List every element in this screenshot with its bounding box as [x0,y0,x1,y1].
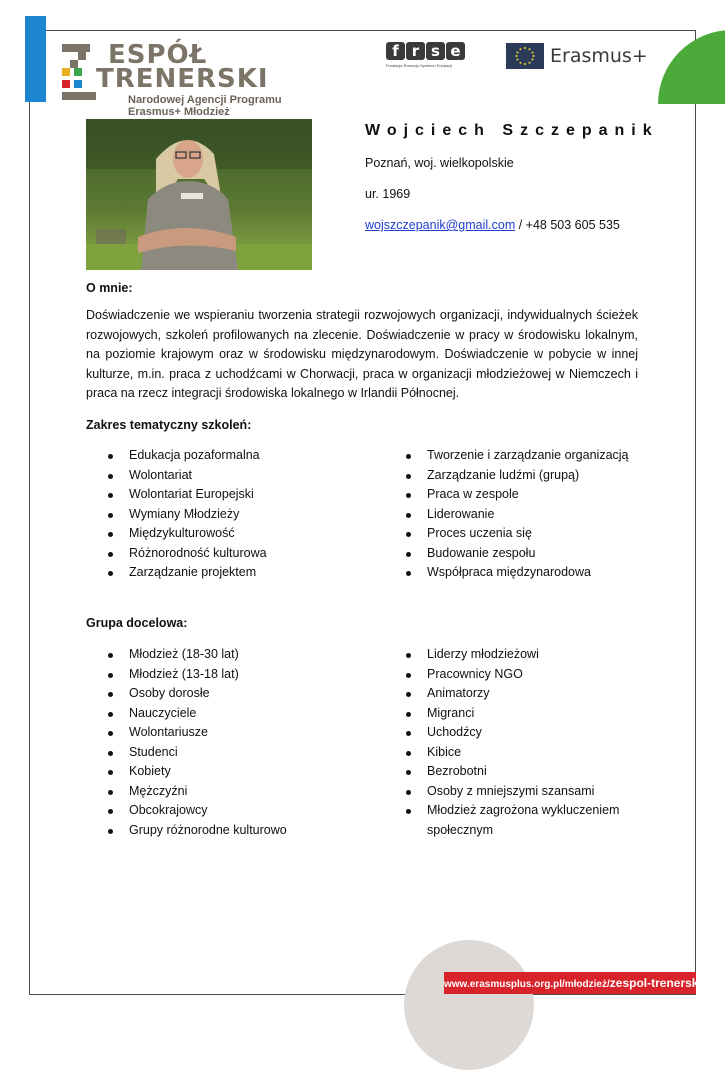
list-item: Nauczyciele [108,704,287,724]
list-item: Liderzy młodzieżowi [406,645,636,665]
frse-letter-r: r [406,42,425,60]
list-item: Zarządzanie projektem [108,563,267,583]
target-heading: Grupa docelowa: [86,616,188,630]
phone-number: / +48 503 605 535 [515,218,620,232]
list-item: Animatorzy [406,684,636,704]
list-item: Studenci [108,743,287,763]
grey-circle-decoration [404,940,534,1070]
list-item: Wolontariusze [108,723,287,743]
list-item: Budowanie zespołu [406,544,629,564]
profile-photo [86,119,312,270]
list-item: Wolontariat Europejski [108,485,267,505]
list-item: Migranci [406,704,636,724]
frse-letter-s: s [426,42,445,60]
list-item: Współpraca międzynarodowa [406,563,629,583]
list-item: Obcokrajowcy [108,801,287,821]
logo-subtitle-line1: Narodowej Agencji Programu [128,94,282,106]
list-item: Osoby dorosłe [108,684,287,704]
list-item: Uchodźcy [406,723,636,743]
topics-list-right [406,446,629,583]
logo-subtitle [128,94,282,118]
list-item: Kibice [406,743,636,763]
frse-caption: Fundacja Rozwoju Systemu Edukacji [386,63,452,68]
blue-accent-bar [25,16,46,102]
target-list-right [406,645,636,840]
list-item: Osoby z mniejszymi szansami [406,782,636,802]
list-item: Edukacja pozaformalna [108,446,267,466]
frse-logo [386,42,468,72]
list-item: Bezrobotni [406,762,636,782]
target-list-left [108,645,287,840]
topics-list-left [108,446,267,583]
list-item: Grupy różnorodne kulturowo [108,821,287,841]
list-item: Młodzież zagrożona wykluczeniem społecznym [406,801,627,840]
email-link[interactable]: wojszczepanik@gmail.com [365,218,516,232]
list-item: Różnorodność kulturowa [108,544,267,564]
list-item: Kobiety [108,762,287,782]
eu-flag-icon [506,43,544,69]
logo-subtitle-line2: Erasmus+ Młodzież [128,106,230,118]
list-item: Zarządzanie ludźmi (grupą) [406,466,629,486]
list-item: Wolontariat [108,466,267,486]
list-item: Młodzież (18-30 lat) [108,645,287,665]
list-item: Młodzież (13-18 lat) [108,665,287,685]
logo-word-espol: ESPÓŁ [108,40,208,70]
logo-word-trenerski: TRENERSKI [96,64,269,94]
contact-line [365,218,620,232]
topics-heading: Zakres tematyczny szkoleń: [86,418,252,432]
list-item: Praca w zespole [406,485,629,505]
frse-letter-f: f [386,42,405,60]
about-heading: O mnie: [86,281,133,295]
about-text: Doświadczenie we wspieraniu tworzenia strategii rozwojowych organizacji, indywidualnych ścieżek rozwojowych, szkoleń profilowanych na zlecenie. Doświadczenie w pracy w środowisku lokalnym, na poziomie krajowym oraz w środowisku międzynarodowym. Doświadczenie w pobycie w innej kulturze, m.in. praca z uchodźcami w Chorwacji, praca w organizacji młodzieżowej w Niemczech i praca na rzecz integracji środowiska lokalnego w Irlandii Północnej. [86,308,638,400]
person-birth-year: ur. 1969 [365,187,411,201]
list-item: Wymiany Młodzieży [108,505,267,525]
zespol-trenerski-logo [60,40,290,120]
frse-letters [386,42,468,60]
person-name: Wojciech Szczepanik [365,122,659,139]
footer-url-bar[interactable] [444,972,702,994]
erasmus-label: Erasmus+ [550,45,648,67]
footer-url-prefix: www.erasmusplus.org.pl/młodzież/ [444,979,610,990]
list-item: Liderowanie [406,505,629,525]
person-location: Poznań, woj. wielkopolskie [365,156,514,170]
footer-url-slug: zespol-trenerski [609,976,702,990]
list-item: Proces uczenia się [406,524,629,544]
list-item: Mężczyźni [108,782,287,802]
list-item: Międzykulturowość [108,524,267,544]
list-item: Pracownicy NGO [406,665,636,685]
list-item: Tworzenie i zarządzanie organizacją [406,446,629,466]
erasmus-logo [506,41,666,71]
frse-letter-e: e [446,42,465,60]
